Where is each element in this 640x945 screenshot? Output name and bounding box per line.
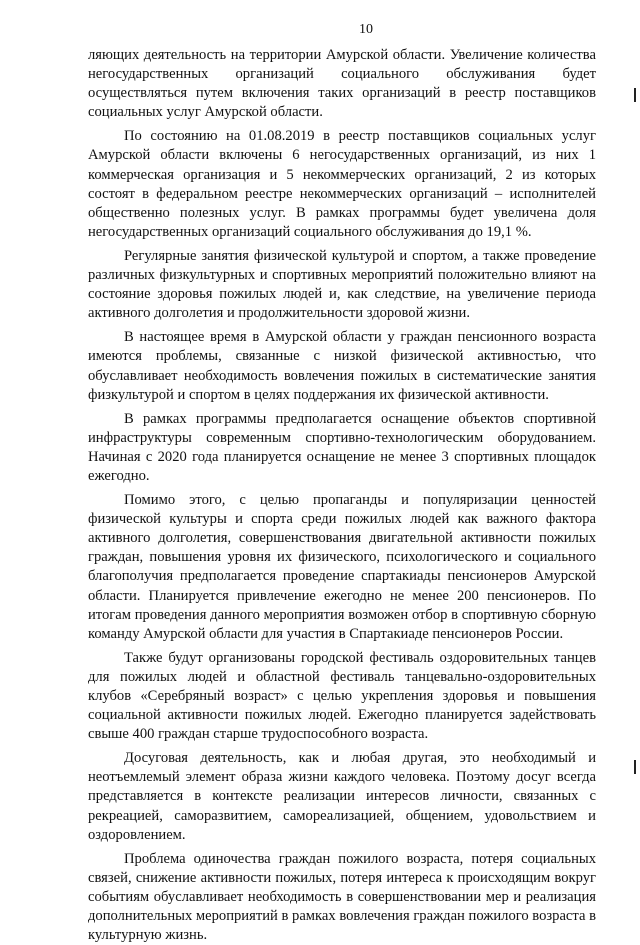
paragraph-5: В рамках программы предполагается оснащение объектов спортивной инфраструктуры современным спортивно-технологическим оборудованием. Начиная с 2020 года планируется оснащение не менее 3 спортивных площадок ежегодно. xyxy=(88,410,596,484)
paragraph-7: Также будут организованы городской фестиваль оздоровительных танцев для пожилых людей и областной фестиваль танцевально-оздоровительных клубов «Серебряный возраст» с целью укрепления здоровья и повышения социальной активности пожилых людей. Ежегодно планируется задействовать свыше 400 граждан старше трудоспособного возраста. xyxy=(88,649,596,743)
scan-edge-mark-bottom xyxy=(634,760,636,774)
paragraph-4: В настоящее время в Амурской области у граждан пенсионного возраста имеются проблемы, связанные с низкой физической активностью, что обуславливает необходимость вовлечения пожилых в систематические занятия физкультурой и спортом в целях поддержания их физической активности. xyxy=(88,329,596,403)
paragraph-9: Проблема одиночества граждан пожилого возраста, потеря социальных связей, снижение активности пожилых, потеря интереса к происходящим вокруг событиям обуславливает необходимость в совершенствовании мер и реализация дополнительных мероприятий в рамках вовлечения граждан пожилого возраста в культурную жизнь. xyxy=(88,850,596,944)
paragraph-8: Досуговая деятельность, как и любая другая, это необходимый и неотъемлемый элемент образа жизни каждого человека. Поэтому досуг всегда представляется в контексте реализации интересов личности, связанных с рекреацией, саморазвитием, самореализацией, общением, удовольствием и оздоровлением. xyxy=(88,750,596,843)
scan-edge-mark-top xyxy=(634,88,636,102)
page-number: 10 xyxy=(359,22,373,37)
paragraph-6: Помимо этого, с целью пропаганды и популяризации ценностей физической культуры и спорта среди пожилых людей как важного фактора активного долголетия, совершенствования двигательной активности пожилых граждан, повышения уровня их физического, психологического и социального благополучия предполагается проведение спартакиады пенсионеров Амурской области. Планируется привлечение ежегодно не менее 200 пенсионеров. По итогам проведения данного мероприятия возможен отбор в спортивную сборную команду Амурской области для участия в Спартакиаде пенсионеров России. xyxy=(88,492,596,642)
paragraph-3: Регулярные занятия физической культурой и спортом, а также проведение различных физкультурных и спортивных мероприятий положительно влияют на состояние здоровья пожилых людей и, как следствие, на увеличение периода активного долголетия и продолжительности здоровой жизни. xyxy=(88,247,596,322)
paragraph-2: По состоянию на 01.08.2019 в реестр поставщиков социальных услуг Амурской области включены 6 негосударственных организаций, из них 1 коммерческая организация и 5 некоммерческих организаций, 2 из которых состоят в федеральном реестре некоммерческих организаций – исполнителей общественно полезных услуг. В рамках программы будет увеличена доля негосударственных организаций социального обслуживания до 19,1 %. xyxy=(88,128,596,240)
paragraph-1: ляющих деятельность на территории Амурской области. Увеличение количества негосударственных организаций социального обслуживания будет осуществляться путем включения таких организаций в реестр поставщиков социальных услуг Амурской области. xyxy=(88,47,596,121)
